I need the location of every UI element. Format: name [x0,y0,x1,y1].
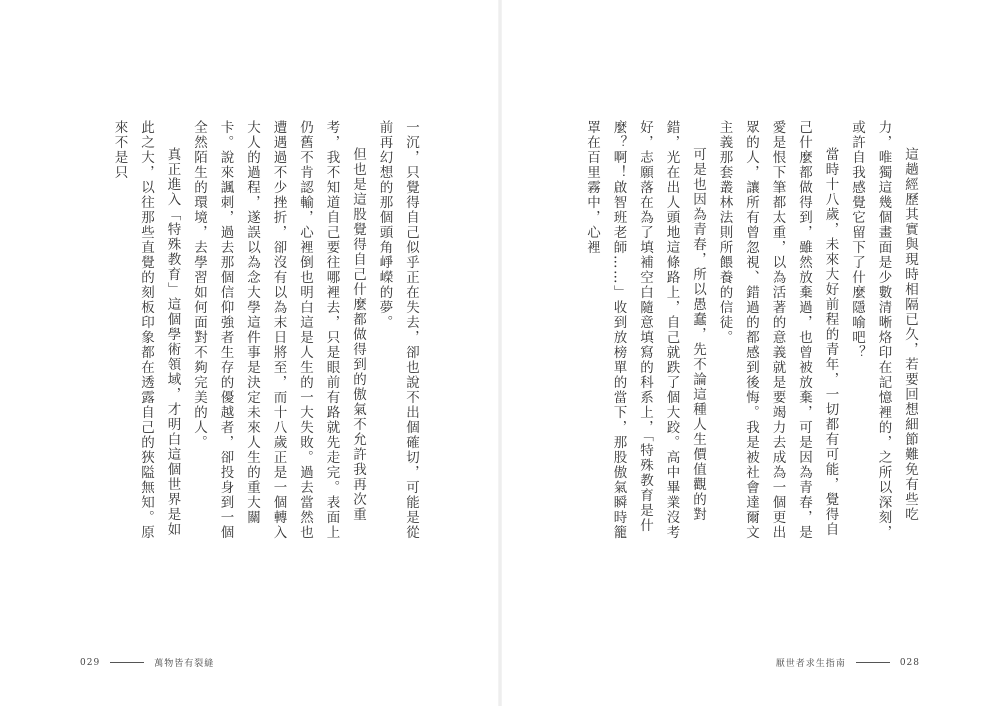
right-page-body [578,120,923,540]
footer-rule [856,662,890,663]
right-page-footer [776,656,920,669]
book-gutter [498,0,502,706]
page-number: 028 [899,657,920,668]
chapter-title: 厭世者求生指南 [775,659,846,669]
left-page-footer [80,656,214,669]
footer-rule [110,662,144,663]
paragraph: 但也是這股覺得自己什麼都做得到的傲氣不允許我再次重考，我不知道自己要往哪裡去，只是眼前有路就先走完。表面上仍舊不肯認輸，心裡倒也明白這是人生的一大失敗。過去當然也遭遇過不少挫折，卻沒有以為末日將至，而十八歲正是一個轉入大人的過程，遂誤以為念大學這件事是決定未來人生的重大關卡。說來諷刺，過去那個信仰強者生存的優越者，卻投身到一個全然陌生的環境，去學習如何面對不夠完美的人。 [191,120,366,540]
paragraph: 一沉，只覺得自己似乎正在失去，卻也說不出個確切，可能是從前再幻想的那個頭角崢嶸的夢。 [376,120,419,540]
paragraph: 這趟經歷其實與現時相隔已久，若要回想細節難免有些吃力，唯獨這幾個畫面是少數清晰烙印在記憶裡的，之所以深刻，或許自我感覺它留下了什麼隱喻吧？ [849,120,918,540]
page-number: 029 [80,657,101,668]
paragraph: 真正進入「特殊教育」這個學術領域，才明白這個世界是如此之大，以往那些直覺的刻板印象都在透露自己的狹隘無知。原來不是只 [111,120,181,540]
left-page-body [84,120,424,540]
right-page [500,0,1000,706]
paragraph: 當時十八歲，未來大好前程的青年，一切都有可能，覺得自己什麼都做得到，雖然放棄過，也曾被放棄，可是因為青春，是愛是恨下筆都太重，以為活著的意義就是要竭力去成為一個更出眾的人，讓所有曾忽視、錯過的都感到後悔。我是被社會達爾文主義那套叢林法則所餵養的信徒。 [716,120,839,540]
paragraph: 可是也因為青春，所以愚蠢，先不論這種人生價值觀的對錯，光在出人頭地這條路上，自己就跌了個大跤。高中畢業沒考好，志願落在為了填補空白隨意填寫的科系上，「特殊教育是什麼？啊！啟智班老師……」收到放榜單的當下，那股傲氣瞬時籠罩在百里霧中，心裡 [584,120,706,540]
book-title: 萬物皆有裂縫 [154,659,215,669]
